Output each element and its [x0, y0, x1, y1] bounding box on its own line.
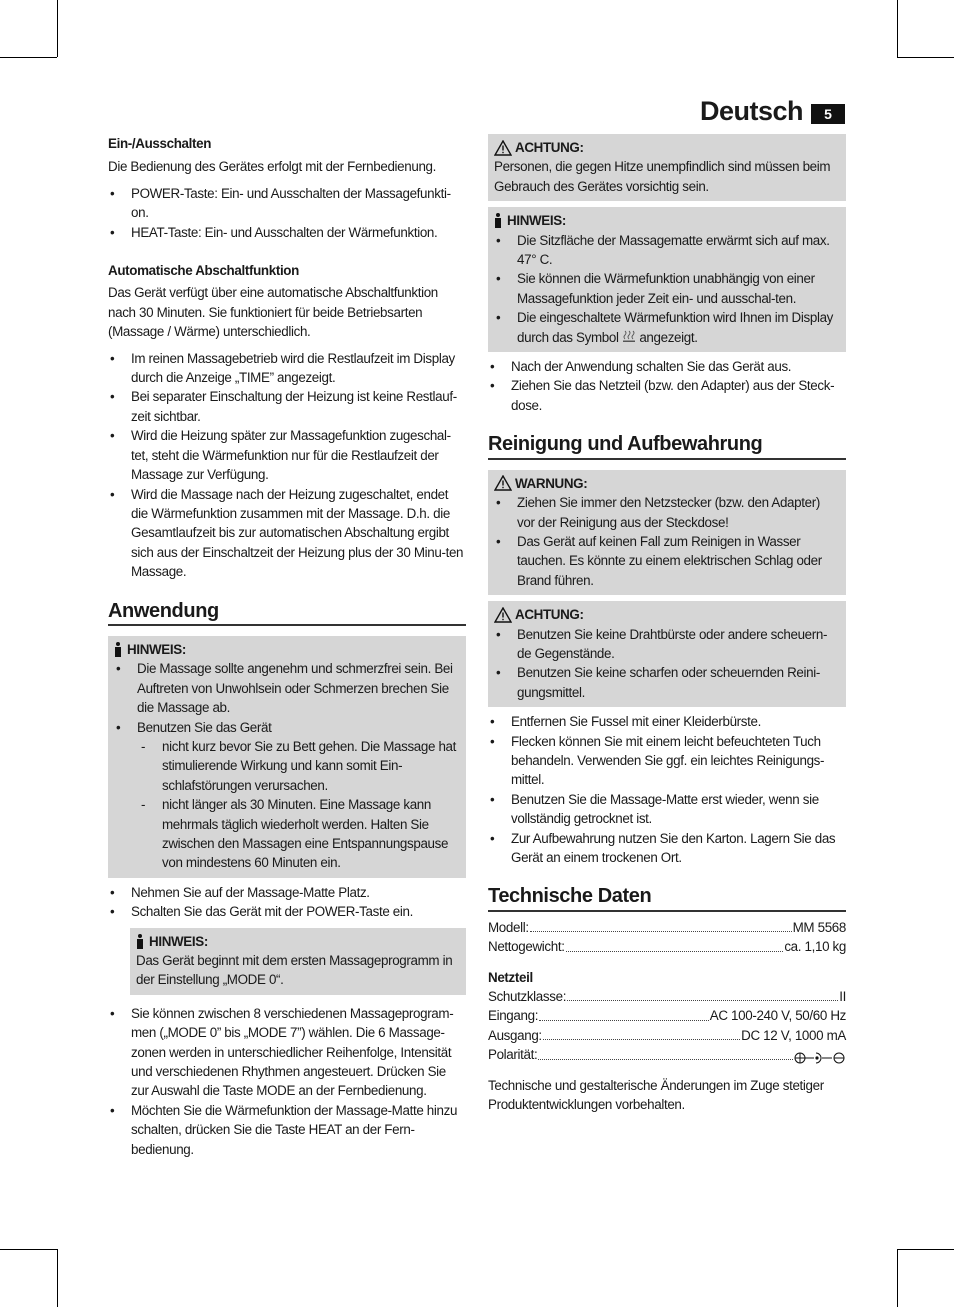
warning-triangle-icon: [494, 140, 512, 156]
list-item: • Flecken können Sie mit einem leicht befeuchteten Tuch behandeln. Verwenden Sie ggf. ein leichtes Reinigungs-mittel.: [488, 732, 846, 790]
warning-label: WARNUNG:: [515, 475, 588, 491]
right-column: [488, 134, 846, 1114]
bullet-list: [488, 712, 846, 867]
hint-label: HINWEIS:: [149, 933, 208, 949]
list-item: • Ziehen Sie das Netzteil (bzw. den Adapter) aus der Steck-dose.: [488, 376, 846, 415]
list-item: • Möchten Sie die Wärmefunktion der Massage-Matte hinzu schalten, drücken Sie die Taste HEAT an der Fern-bedienung.: [108, 1101, 466, 1159]
section-title-abschaltfunktion: Automatische Abschaltfunktion: [108, 263, 299, 279]
hint-text: Das Gerät beginnt mit dem ersten Massageprogramm in der Einstellung „MODE 0“.: [136, 953, 453, 988]
list-item: • Nehmen Sie auf der Massage-Matte Platz.: [108, 883, 466, 902]
bullet-list: [494, 231, 840, 347]
crop-mark: [897, 1249, 954, 1250]
bullet-list: [108, 883, 466, 922]
spec-value: ca. 1,10 kg: [784, 939, 846, 955]
info-icon: [114, 642, 122, 657]
list-item: • Im reinen Massagebetrieb wird die Restlaufzeit im Display durch die Anzeige „TIME” angezeigt.: [108, 349, 466, 388]
left-column: [108, 134, 466, 1159]
spec-row-ausgang: [488, 1026, 846, 1045]
section-title-ein-ausschalten: Ein-/Ausschalten: [108, 136, 212, 151]
warning-box: [488, 470, 846, 595]
polarity-symbol-icon: [794, 1051, 846, 1065]
caution-label: ACHTUNG:: [515, 607, 584, 623]
bullet-list: [108, 349, 466, 582]
info-icon: [494, 213, 502, 228]
spec-value: MM 5568: [792, 919, 846, 935]
list-item: • Entfernen Sie Fussel mit einer Kleiderbürste.: [488, 712, 846, 731]
hint-label: HINWEIS:: [127, 641, 186, 657]
list-item: • Sie können zwischen 8 verschiedenen Massageprogram-men („MODE 0” bis „MODE 7”) wählen. Die 6 Massage-zonen werden in unterschiedlicher Reihenfolge, Intensität und verschiedenen Rhythmen angesteuert. Drücken Sie zur Auswahl die Taste MODE an der Fernbedienung.: [108, 1004, 466, 1101]
spec-row-polaritaet: [488, 1045, 846, 1064]
page-number: 5: [811, 104, 845, 124]
list-item-text: Die eingeschaltete Wärmefunktion wird Ihnen im Display durch das Symbol: [517, 310, 834, 345]
list-item: • Wird die Heizung später zur Massagefunktion zugeschal-tet, steht die Wärmefunktion nur für die Restlaufzeit der Massage zur Verfügung.: [108, 426, 466, 484]
netzteil-title: Netzteil: [488, 969, 533, 985]
crop-mark: [897, 1249, 898, 1307]
list-item: • Benutzen Sie keine Drahtbürste oder andere scheuern-de Gegenstände.: [494, 625, 840, 664]
heat-symbol-icon: [622, 330, 636, 343]
list-item: • Ziehen Sie immer den Netzstecker (bzw. den Adapter) vor der Reinigung aus der Steckdose!: [494, 493, 840, 532]
list-item: - nicht kurz bevor Sie zu Bett gehen. Die Massage hat stimulierende Wirkung und kann somit Ein-schlafstörungen verursachen.: [137, 737, 460, 795]
list-item: • Schalten Sie das Gerät mit der POWER-Taste ein.: [108, 902, 466, 921]
list-item: • Zur Aufbewahrung nutzen Sie den Karton. Lagern Sie das Gerät an einem trockenen Ort.: [488, 829, 846, 868]
spec-row-modell: [488, 918, 846, 937]
crop-mark: [897, 57, 954, 58]
crop-mark: [57, 0, 58, 57]
list-item-text: angezeigt.: [639, 329, 698, 345]
heading-reinigung: Reinigung und Aufbewahrung: [488, 435, 846, 459]
crop-mark: [0, 57, 57, 58]
crop-mark: [897, 0, 898, 57]
bullet-list: [488, 357, 846, 415]
spec-row-eingang: [488, 1006, 846, 1025]
caution-box: [488, 601, 846, 707]
bullet-list: [114, 659, 460, 872]
list-item: • HEAT-Taste: Ein- und Ausschalten der Wärmefunktion.: [108, 223, 466, 242]
heading-anwendung: Anwendung: [108, 602, 466, 626]
spec-row-gewicht: [488, 937, 846, 956]
list-item: - nicht länger als 30 Minuten. Eine Massage kann mehrmals täglich wiederholt werden. Halten Sie zwischen den Massagen eine Entspannungspause von mindestens 60 Minuten ein.: [137, 795, 460, 873]
warning-triangle-icon: [494, 475, 512, 491]
spec-label: Modell:: [488, 919, 529, 935]
spec-label: Eingang:: [488, 1008, 539, 1024]
caution-title: [494, 605, 840, 624]
list-item: • Bei separater Einschaltung der Heizung ist keine Restlauf-zeit sichtbar.: [108, 387, 466, 426]
caution-title: [494, 138, 840, 157]
list-item: • Das Gerät auf keinen Fall zum Reinigen in Wasser tauchen. Es könnte zu einem elektrischen Schlag oder Brand führen.: [494, 532, 840, 590]
spec-label: Polarität:: [488, 1047, 538, 1063]
hint-label: HINWEIS:: [507, 213, 566, 229]
caution-text: Personen, die gegen Hitze unempfindlich sind müssen beim Gebrauch des Gerätes vorsichtig sein.: [494, 159, 831, 194]
list-item: • Die Massage sollte angenehm und schmerzfrei sein. Bei Auftreten von Unwohlsein oder Schmerzen brechen Sie die Massage ab.: [114, 659, 460, 717]
spec-label: Ausgang:: [488, 1027, 542, 1043]
warning-title: [494, 474, 840, 493]
hint-box: [488, 207, 846, 352]
spec-value: DC 12 V, 1000 mA: [741, 1027, 846, 1043]
dash-list: [137, 737, 460, 873]
hint-title: [494, 211, 840, 230]
heading-technische-daten: Technische Daten: [488, 887, 846, 911]
spec-value: AC 100-240 V, 50/60 Hz: [709, 1008, 846, 1024]
list-item: • POWER-Taste: Ein- und Ausschalten der Massagefunkti-on.: [108, 184, 466, 223]
bullet-list: [108, 1004, 466, 1159]
warning-triangle-icon: [494, 607, 512, 623]
spec-row-schutzklasse: [488, 987, 846, 1006]
list-item: • Benutzen Sie die Massage-Matte erst wieder, wenn sie vollständig getrocknet ist.: [488, 790, 846, 829]
page-language-title: Deutsch: [700, 96, 804, 126]
paragraph: Das Gerät verfügt über eine automatische Abschaltfunktion nach 30 Minuten. Sie funktioniert für beide Betriebsarten (Massage / Wärme) unterschiedlich.: [108, 285, 438, 340]
bullet-list: [494, 493, 840, 590]
spec-label: Nettogewicht:: [488, 939, 565, 955]
crop-mark: [57, 1249, 58, 1307]
spec-label: Schutzklasse:: [488, 989, 567, 1005]
hint-title: [114, 640, 460, 659]
list-item: • Benutzen Sie keine scharfen oder scheuernden Reini-gungsmittel.: [494, 663, 840, 702]
list-item: • Wird die Massage nach der Heizung zugeschaltet, endet die Wärmefunktion zusammen mit der Massage. D.h. die Gesamtlaufzeit bis zur automatischen Abschaltung ergibt sich aus der Einschaltzeit der Heizung plus der 30 Minu-ten Massage.: [108, 485, 466, 582]
paragraph: Die Bedienung des Gerätes erfolgt mit der Fernbedienung.: [108, 159, 437, 175]
list-item: • Sie können die Wärmefunktion unabhängig von einer Massagefunktion jeder Zeit ein- und ausschal-ten.: [494, 269, 840, 308]
list-item-text: Benutzen Sie das Gerät: [137, 719, 272, 735]
hint-title: [136, 932, 460, 951]
info-icon: [136, 934, 144, 949]
bullet-list: [494, 625, 840, 703]
caution-box: [488, 134, 846, 201]
list-item: • Nach der Anwendung schalten Sie das Gerät aus.: [488, 357, 846, 376]
caution-label: ACHTUNG:: [515, 140, 584, 155]
list-item: • Die Sitzfläche der Massagematte erwärmt sich auf max. 47° C.: [494, 231, 840, 270]
list-item: [494, 308, 840, 347]
hint-box: [130, 928, 466, 995]
hint-box: [108, 636, 466, 878]
crop-mark: [0, 1249, 57, 1250]
list-item: [114, 718, 460, 873]
spec-value: II: [839, 989, 846, 1005]
spec-list: [488, 918, 846, 1065]
bullet-list: [108, 184, 466, 242]
footer-note: Technische und gestalterische Änderungen im Zuge stetiger Produktentwicklungen vorbehalten.: [488, 1077, 824, 1113]
